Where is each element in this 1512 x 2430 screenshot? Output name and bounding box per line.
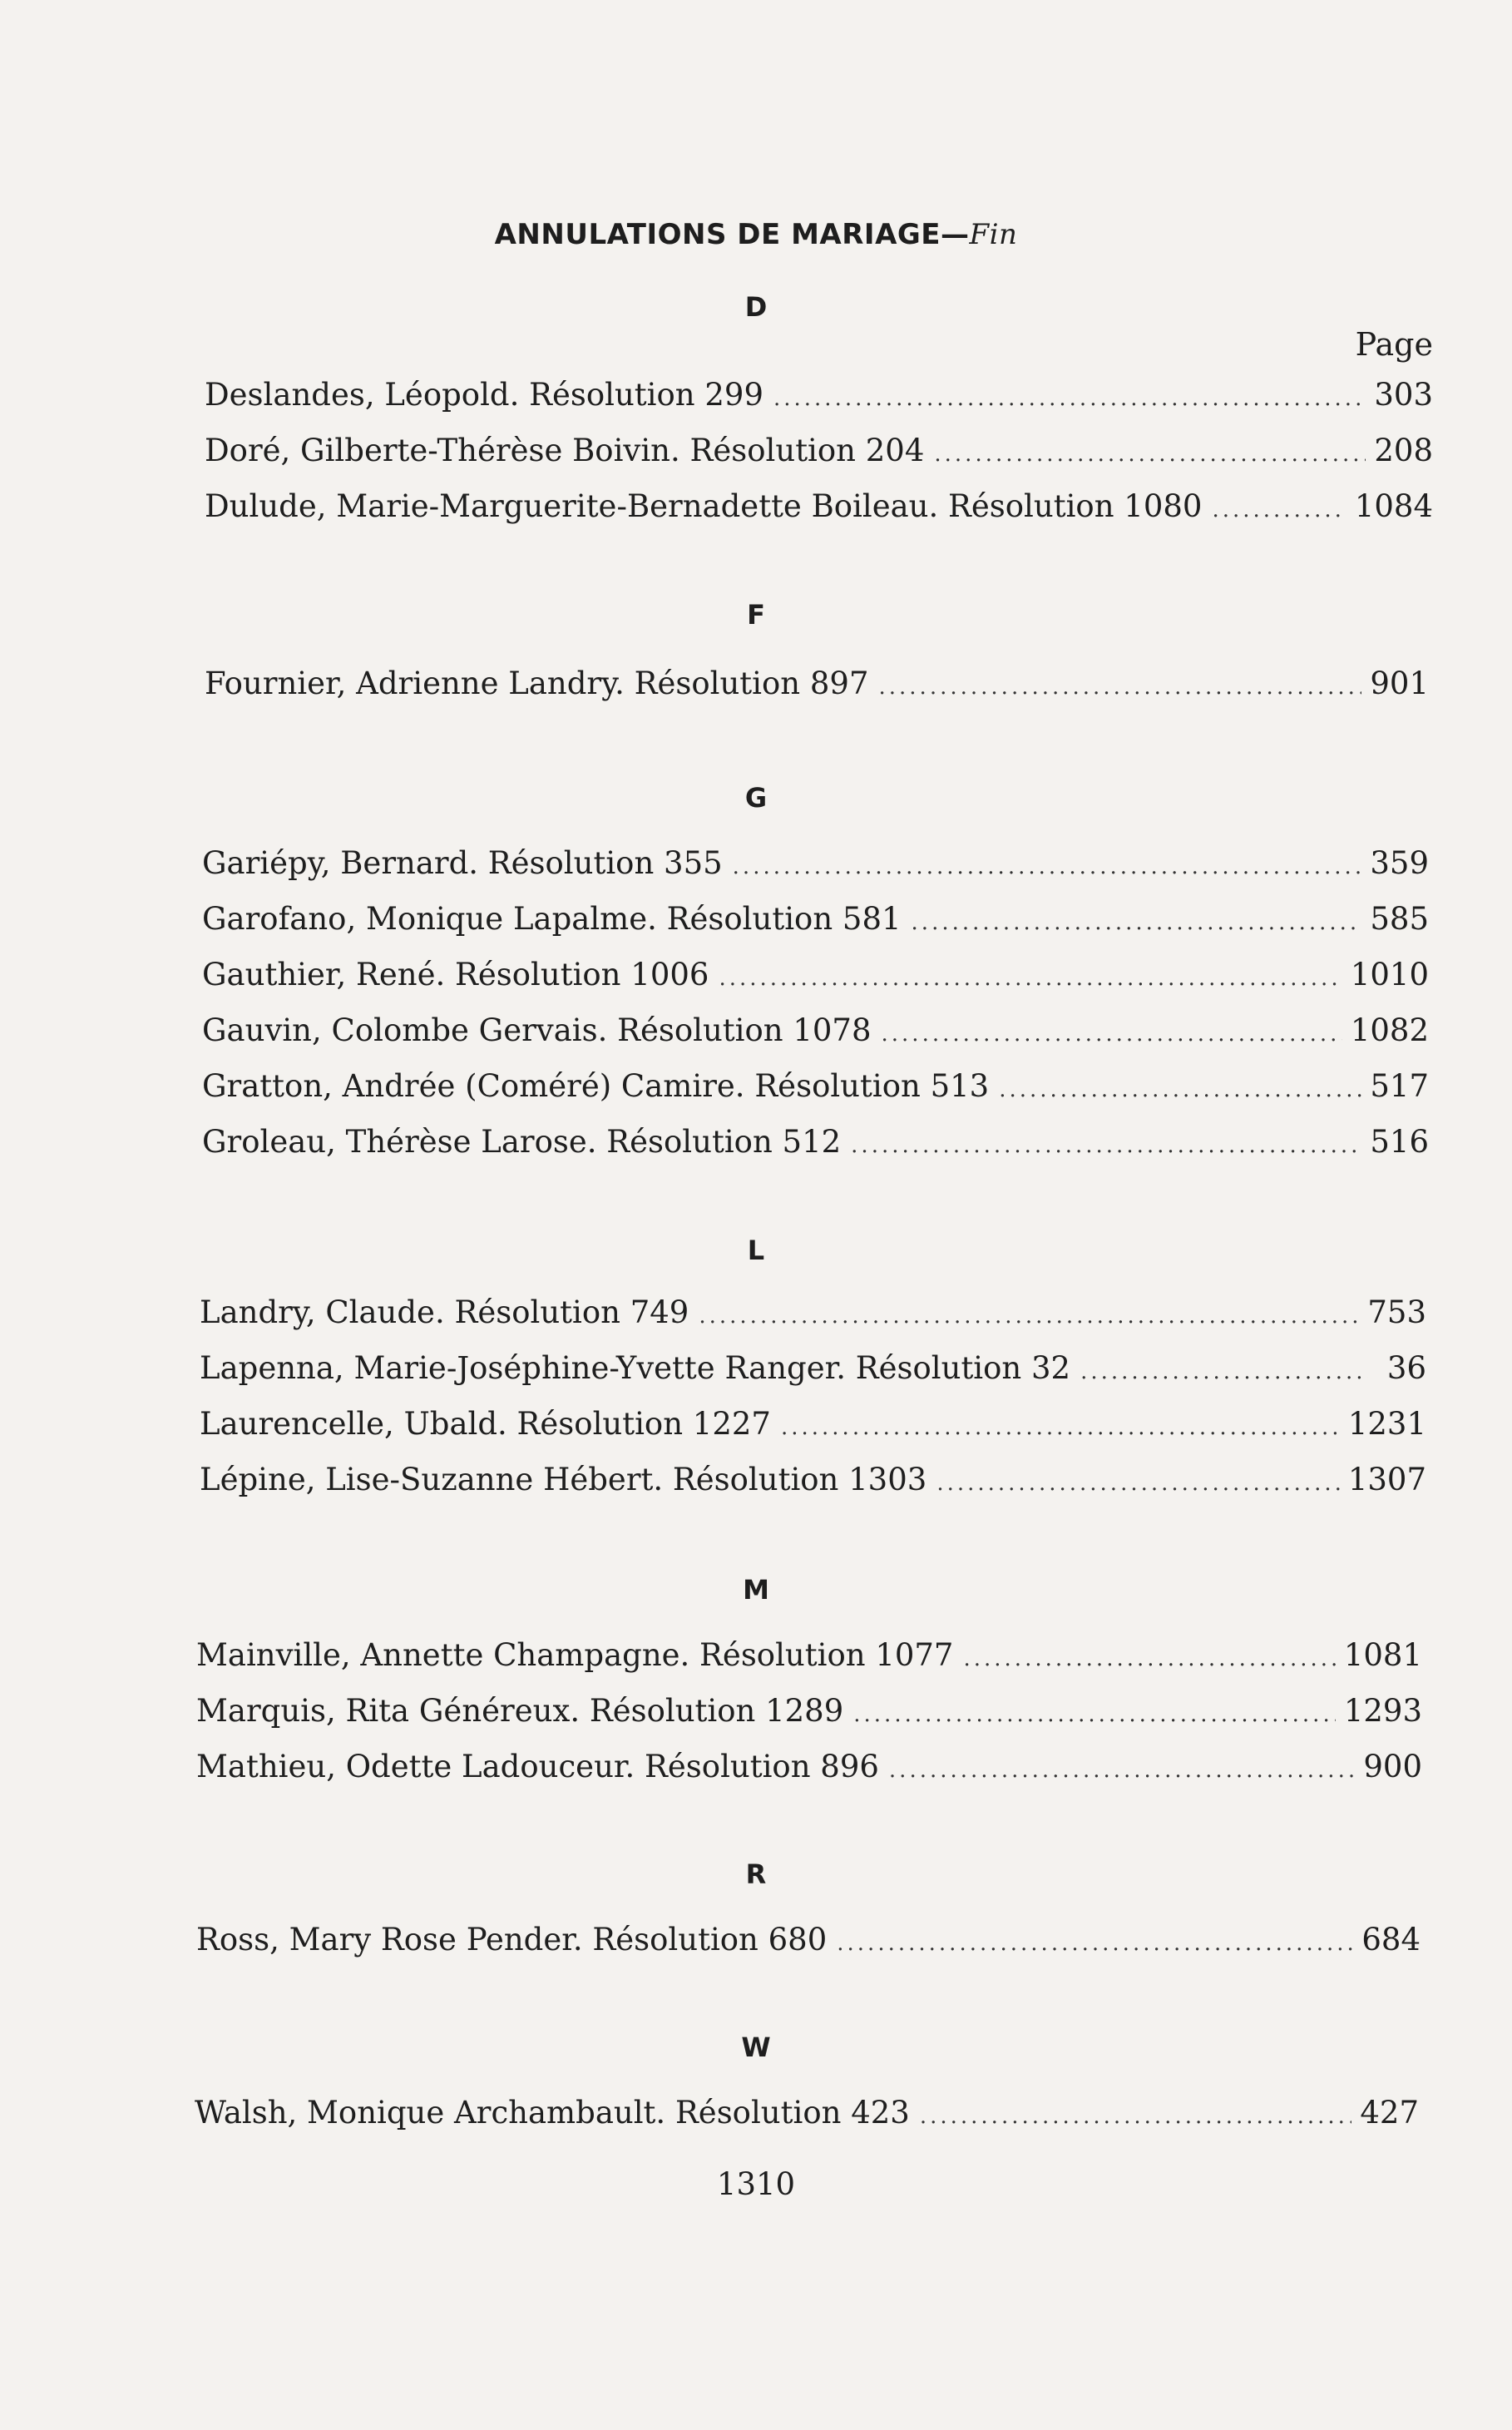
entry-name: Ross, Mary Rose Pender. Résolution 680 — [196, 1922, 828, 1957]
entry-page: 1293 — [1343, 1693, 1422, 1729]
entry-page: 303 — [1374, 377, 1433, 413]
entry-page: 1010 — [1350, 957, 1429, 992]
index-entry — [196, 1749, 1422, 1784]
dot-leader — [1080, 1359, 1368, 1384]
running-head — [0, 218, 1512, 251]
entry-name: Walsh, Monique Archambault. Résolution 423 — [195, 2095, 910, 2131]
entry-page: 900 — [1363, 1749, 1422, 1784]
index-entry — [200, 1350, 1426, 1386]
index-entry — [196, 1693, 1422, 1729]
dot-leader — [934, 442, 1366, 467]
entry-page: 36 — [1386, 1350, 1426, 1386]
entry-name: Groleau, Thérèse Larose. Résolution 512 — [202, 1124, 842, 1160]
section-letter-f: F — [747, 599, 765, 631]
index-entry — [205, 666, 1429, 701]
section-letter-m: M — [743, 1574, 769, 1606]
dot-leader — [999, 1077, 1361, 1102]
section-letter-d: D — [744, 291, 768, 323]
entry-page: 516 — [1370, 1124, 1429, 1160]
section-letter-l: L — [747, 1235, 765, 1266]
entry-name: Fournier, Adrienne Landry. Résolution 897 — [205, 666, 869, 701]
index-entry — [200, 1406, 1426, 1442]
dot-leader — [882, 1022, 1342, 1047]
entry-name: Marquis, Rita Généreux. Résolution 1289 — [196, 1693, 844, 1729]
dot-leader — [912, 910, 1362, 935]
dot-leader — [773, 386, 1366, 411]
entry-name: Landry, Claude. Résolution 749 — [200, 1294, 689, 1330]
entry-name: Doré, Gilberte-Thérèse Boivin. Résolution 204 — [205, 433, 925, 468]
index-entry — [196, 1637, 1422, 1673]
running-head-suffix: Fin — [969, 218, 1018, 251]
entry-page: 1307 — [1347, 1462, 1426, 1497]
index-entry — [195, 2095, 1419, 2131]
dot-leader — [853, 1702, 1336, 1727]
entry-page: 1231 — [1347, 1406, 1426, 1442]
entry-page: 427 — [1360, 2095, 1419, 2131]
index-entry — [202, 1068, 1429, 1104]
dot-leader — [963, 1646, 1335, 1671]
dot-leader — [1212, 497, 1346, 522]
entry-name: Gauvin, Colombe Gervais. Résolution 1078 — [202, 1012, 872, 1048]
index-entry — [200, 1294, 1426, 1330]
entry-page: 585 — [1370, 901, 1429, 937]
index-entry — [196, 1922, 1421, 1957]
entry-page: 359 — [1370, 845, 1429, 881]
dot-leader — [719, 966, 1342, 991]
dot-leader — [879, 675, 1362, 700]
index-entry — [202, 1012, 1429, 1048]
entry-page: 753 — [1367, 1294, 1426, 1330]
entry-page: 1084 — [1354, 488, 1433, 524]
dot-leader — [920, 2104, 1352, 2129]
entry-name: Mathieu, Odette Ladouceur. Résolution 896 — [196, 1749, 879, 1784]
entry-name: Lapenna, Marie-Joséphine-Yvette Ranger. Résolution 32 — [200, 1350, 1071, 1386]
dot-leader — [936, 1471, 1340, 1496]
section-letter-r: R — [745, 1858, 767, 1890]
index-entry — [200, 1462, 1426, 1497]
entry-name: Laurencelle, Ubald. Résolution 1227 — [200, 1406, 771, 1442]
section-letter-g: G — [744, 782, 768, 814]
index-entry — [202, 1124, 1429, 1160]
entry-name: Gariépy, Bernard. Résolution 355 — [202, 845, 723, 881]
index-entry — [202, 957, 1429, 992]
index-entry — [205, 433, 1433, 468]
entry-name: Gratton, Andrée (Coméré) Camire. Résolution 513 — [202, 1068, 990, 1104]
entry-page: 1081 — [1343, 1637, 1422, 1673]
entry-name: Dulude, Marie-Marguerite-Bernadette Boileau. Résolution 1080 — [205, 488, 1203, 524]
entry-page: 684 — [1361, 1922, 1421, 1957]
entry-name: Gauthier, René. Résolution 1006 — [202, 957, 709, 992]
dot-leader — [889, 1758, 1355, 1783]
index-entry — [205, 488, 1433, 524]
page-number: 1310 — [716, 2166, 796, 2202]
dot-leader — [837, 1931, 1353, 1956]
index-entry — [205, 377, 1433, 413]
dot-leader — [851, 1133, 1361, 1158]
running-head-title: ANNULATIONS DE MARIAGE— — [494, 218, 970, 251]
entry-page: 208 — [1374, 433, 1433, 468]
entry-page: 517 — [1370, 1068, 1429, 1104]
entry-name: Garofano, Monique Lapalme. Résolution 581 — [202, 901, 902, 937]
dot-leader — [781, 1415, 1340, 1440]
index-entry — [202, 901, 1429, 937]
entry-page: 901 — [1370, 666, 1429, 701]
dot-leader — [733, 854, 1362, 879]
dot-leader — [699, 1304, 1359, 1329]
entry-name: Lépine, Lise-Suzanne Hébert. Résolution 1303 — [200, 1462, 927, 1497]
section-letter-w: W — [741, 2032, 771, 2063]
entry-name: Mainville, Annette Champagne. Résolution 1077 — [196, 1637, 954, 1673]
page-column-label: Page — [1355, 326, 1433, 363]
index-entry — [202, 845, 1429, 881]
entry-name: Deslandes, Léopold. Résolution 299 — [205, 377, 763, 413]
entry-page: 1082 — [1350, 1012, 1429, 1048]
